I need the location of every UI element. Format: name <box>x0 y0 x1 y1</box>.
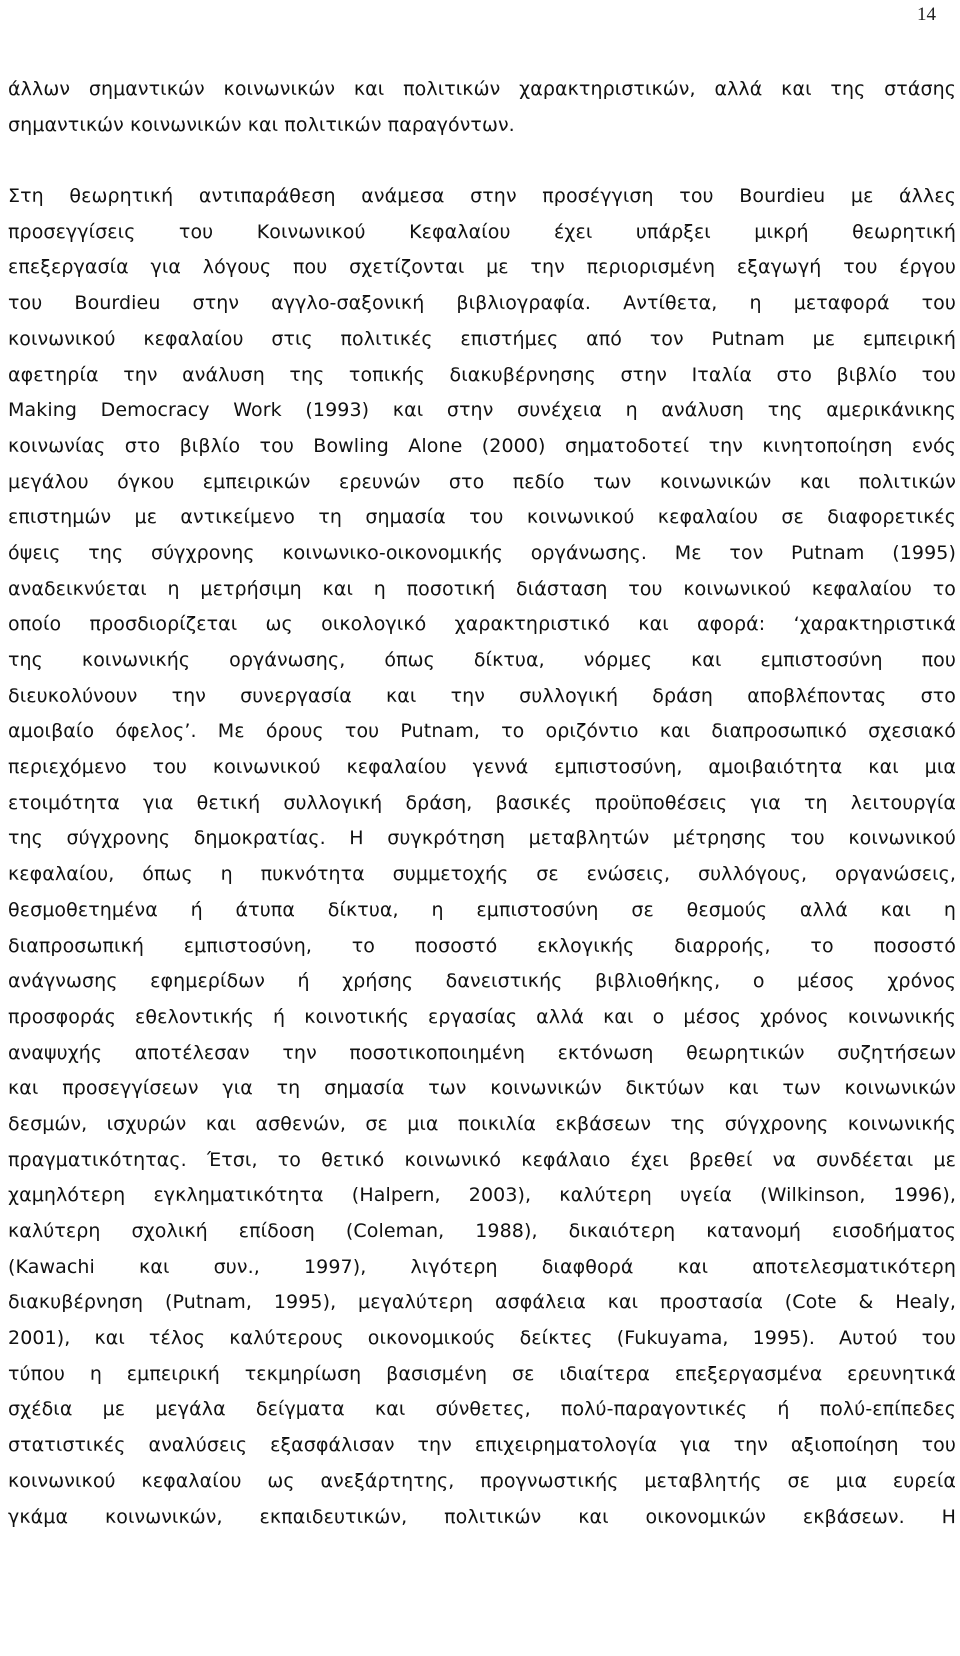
document-body <box>8 72 956 1535</box>
text-line: κοινωνικού κεφαλαίου ως ανεξάρτητης, προγνωστικής μεταβλητής σε μια ευρεία <box>8 1469 956 1492</box>
text-line: κοινωνικού κεφαλαίου στις πολιτικές επιστήμες από τον Putnam με εμπειρική <box>8 327 956 350</box>
text-line: καλύτερη σχολική επίδοση (Coleman, 1988), δικαιότερη κατανομή εισοδήματος <box>8 1220 956 1242</box>
paragraph-continuation <box>8 72 956 143</box>
text-line: του Bourdieu στην αγγλο-σαξονική βιβλιογραφία. Αντίθετα, η μεταφορά του <box>8 292 956 315</box>
text-line: ανάγνωσης εφημερίδων ή χρήσης δανειστικής βιβλιοθήκης, ο μέσος χρόνος <box>8 970 956 993</box>
text-line: διακυβέρνηση (Putnam, 1995), μεγαλύτερη ασφάλεια και προστασία (Cote & Healy, <box>8 1291 956 1314</box>
text-line: κοινωνίας στο βιβλίο του Bowling Alone (2000) σηματοδοτεί την κινητοποίηση ενός <box>8 434 956 457</box>
text-line: διευκολύνουν την συνεργασία και την συλλογική δράση αποβλέποντας στο <box>8 684 956 707</box>
text-line: και προσεγγίσεων για τη σημασία των κοινωνικών δικτύων και των κοινωνικών <box>8 1077 956 1100</box>
text-line: αναδεικνύεται η μετρήσιμη και η ποσοτική διάσταση του κοινωνικού κεφαλαίου το <box>8 577 956 600</box>
text-line: χαμηλότερη εγκληματικότητα (Halpern, 2003), καλύτερη υγεία (Wilkinson, 1996), <box>8 1184 956 1207</box>
text-line: προσφοράς εθελοντικής ή κοινοτικής εργασίας αλλά και ο μέσος χρόνος κοινωνικής <box>8 1005 956 1028</box>
text-line: Making Democracy Work (1993) και στην συνέχεια η ανάλυση της αμερικάνικης <box>8 399 956 422</box>
text-line: αμοιβαίο όφελος’. Με όρους του Putnam, το οριζόντιο και διαπροσωπικό σχεσιακό <box>8 720 956 743</box>
paragraph-break <box>8 143 956 179</box>
text-line: αφετηρία την ανάλυση της τοπικής διακυβέρνησης στην Ιταλία στο βιβλίο του <box>8 363 956 386</box>
text-line: της κοινωνικής οργάνωσης, όπως δίκτυα, νόρμες και εμπιστοσύνη που <box>8 649 956 671</box>
text-line: θεσμοθετημένα ή άτυπα δίκτυα, η εμπιστοσύνη σε θεσμούς αλλά και η <box>8 898 956 921</box>
text-line: άλλων σημαντικών κοινωνικών και πολιτικών χαρακτηριστικών, αλλά και της στάσης <box>8 78 956 100</box>
text-line: αναψυχής αποτέλεσαν την ποσοτικοποιημένη εκτόνωση θεωρητικών συζητήσεων <box>8 1041 956 1064</box>
text-line: της σύγχρονης δημοκρατίας. Η συγκρότηση μεταβλητών μέτρησης του κοινωνικού <box>8 827 956 850</box>
text-line: πραγματικότητας. Έτσι, το θετικό κοινωνικό κεφάλαιο έχει βρεθεί να συνδέεται με <box>8 1148 956 1171</box>
text-line: διαπροσωπική εμπιστοσύνη, το ποσοστό εκλογικής διαρροής, το ποσοστό <box>8 934 956 957</box>
text-line: επεξεργασία για λόγους που σχετίζονται με την περιορισμένη εξαγωγή του έργου <box>8 256 956 279</box>
text-line: όψεις της σύγχρονης κοινωνικο-οικονομικής οργάνωσης. Με τον Putnam (1995) <box>8 541 956 564</box>
text-line: ετοιμότητα για θετική συλλογική δράση, βασικές προϋποθέσεις για τη λειτουργία <box>8 791 956 814</box>
text-line: (Kawachi και συν., 1997), λιγότερη διαφθορά και αποτελεσματικότερη <box>8 1255 956 1278</box>
page-number: 14 <box>917 4 936 25</box>
text-line: προσεγγίσεις του Κοινωνικού Κεφαλαίου έχει υπάρξει μικρή θεωρητική <box>8 220 956 243</box>
text-line: οποίο προσδιορίζεται ως οικολογικό χαρακτηριστικό και αφορά: ‘χαρακτηριστικά <box>8 613 956 636</box>
paragraph-putnam <box>8 179 956 1535</box>
text-line: κεφαλαίου, όπως η πυκνότητα συμμετοχής σε ενώσεις, συλλόγους, οργανώσεις, <box>8 863 956 886</box>
text-line: επιστημών με αντικείμενο τη σημασία του κοινωνικού κεφαλαίου σε διαφορετικές <box>8 506 956 529</box>
text-line: δεσμών, ισχυρών και ασθενών, σε μια ποικιλία εκβάσεων της σύγχρονης κοινωνικής <box>8 1112 956 1135</box>
text-line: στατιστικές αναλύσεις εξασφάλισαν την επιχειρηματολογία για την αξιοποίηση του <box>8 1434 956 1457</box>
text-line: γκάμα κοινωνικών, εκπαιδευτικών, πολιτικών και οικονομικών εκβάσεων. Η <box>8 1505 956 1528</box>
text-line: σχέδια με μεγάλα δείγματα και σύνθετες, πολύ-παραγοντικές ή πολύ-επίπεδες <box>8 1398 956 1421</box>
text-line: μεγάλου όγκου εμπειρικών ερευνών στο πεδίο των κοινωνικών και πολιτικών <box>8 470 956 493</box>
text-line: περιεχόμενο του κοινωνικού κεφαλαίου γεννά εμπιστοσύνη, αμοιβαιότητα και μια <box>8 756 956 779</box>
text-line: τύπου η εμπειρική τεκμηρίωση βασισμένη σε ιδιαίτερα επεξεργασμένα ερευνητικά <box>8 1362 956 1385</box>
text-line: 2001), και τέλος καλύτερους οικονομικούς δείκτες (Fukuyama, 1995). Αυτού του <box>8 1327 956 1350</box>
text-line: σημαντικών κοινωνικών και πολιτικών παραγόντων. <box>8 113 515 136</box>
text-line: Στη θεωρητική αντιπαράθεση ανάμεσα στην προσέγγιση του Bourdieu με άλλες <box>8 185 956 208</box>
